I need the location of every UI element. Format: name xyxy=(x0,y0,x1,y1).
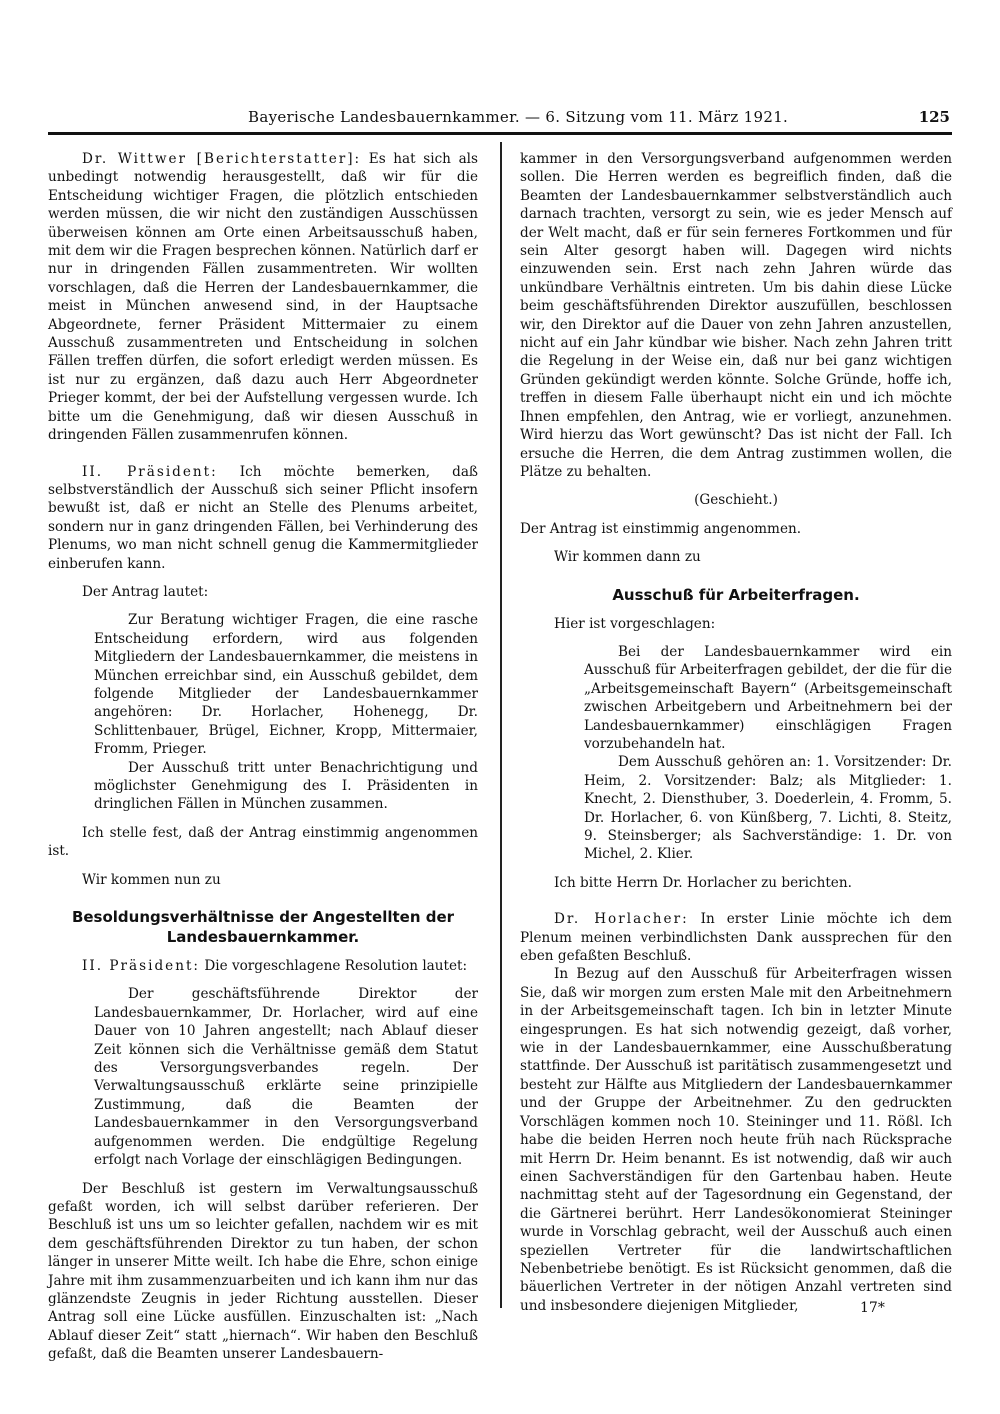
running-title: Bayerische Landesbauernkammer. — 6. Sitzung vom 11. März 1921. xyxy=(248,108,789,126)
paragraph-text: Es hat sich als unbedingt notwendig herausgestellt, daß wir für die Entscheidung wichtiger Fragen, die plötzlich entschieden werden müssen, die wir nicht den zuständigen Ausschüssen überweisen können am Orte einen Arbeitsausschuß haben, mit dem wir die Fragen besprechen können. Natürlich darf er nur in dringenden Fällen zusammentreten. Wir wollten vorschlagen, daß die Herren der Landesbauernkammer, die meist in München anwesend sind, in der Hauptsache Abgeordnete, ferner Präsident Mittermaier zu einem Ausschuß zusammentreten und Entscheidung in solchen Fällen treffen dürfen, die sofort erledigt werden müssen. Es ist nur zu ergänzen, daß dazu auch Herr Abgeordneter Prieger kommt, der bei der Aufstellung vergessen wurde. Ich bitte um die Genehmigung, daß wir diesen Ausschuß in dringenden Fällen zusammenrufen können. xyxy=(48,151,478,444)
paragraph-text: In erster Linie möchte ich dem Plenum meinen verbindlichsten Dank aussprechen für den eben gefaßten Beschluß. xyxy=(520,911,952,965)
section-heading: Besoldungsverhältnisse der Angestellten der Landesbauernkammer. xyxy=(71,908,455,947)
left-column xyxy=(48,150,478,1364)
paragraph: Wir kommen dann zu xyxy=(554,549,701,566)
paragraph xyxy=(48,150,478,445)
stage-direction: (Geschieht.) xyxy=(694,492,778,509)
signature-mark: 17* xyxy=(860,1300,885,1316)
quoted-resolution: Der geschäftsführende Direktor der Landesbauernkammer, Dr. Horlacher, wird auf eine Dauer von 10 Jahren angestellt; nach Ablauf dieser Zeit können sich die Verhältnisse gemäß dem Statut des Versorgungsverbandes regeln. Der Verwaltungsausschuß erklärte seine prinzipielle Zustimmung, daß die Beamten der Landesbauernkammer in den Versorgungsverband aufgenommen werden. Die endgültige Regelung erfolgt nach Vorlage der einschlägigen Bedingungen. xyxy=(94,986,478,1169)
page-header xyxy=(48,106,952,128)
paragraph: In Bezug auf den Ausschuß für Arbeiterfragen wissen Sie, daß wir morgen zum ersten Male mit den Arbeitnehmern in der Arbeitsgemeinschaft tagen. Ich bin in letzter Minute eingesprungen. Es hat sich notwendig gezeigt, daß vorher, wie in der Landesbauernkammer, eine Ausschußberatung stattfinde. Der Ausschuß ist paritätisch zusammengesetzt und besteht zur Hälfte aus Mitgliedern der Landesbauernkammer und der Gruppe der Arbeitnehmer. Zu den gedruckten Vorschlägen kommen noch 10. Steininger und 11. Rößl. Ich habe die beiden Herren noch heute früh nach Rücksprache mit Herrn Dr. Heim benannt. Es ist notwendig, daß wir auch einen Sachverständigen für den Gartenbau haben. Heute nachmittag steht auf der Tagesordnung ein Gegenstand, der die Gärtnerei berührt. Herr Landesökonomierat Steininger wurde in Vorschlag gebracht, weil der Ausschuß auch einen speziellen Vertreter für die landwirtschaftlichen Nebenbetriebe benötigt. Es ist Rücksicht genommen, daß die bäuerlichen Vertreter in der nötigen Anzahl vertreten sind und insbesondere diejenigen Mitglieder, xyxy=(520,966,952,1314)
paragraph xyxy=(48,463,478,573)
quoted-motion: Zur Beratung wichtiger Fragen, die eine rasche Entscheidung erfordern, wird aus folgenden Mitgliedern der Landesbauernkammer, die meistens in München erreichbar sind, ein Ausschuß gebildet, dem folgende Mitglieder der Landesbauernkammer angehören: Dr. Horlacher, Hohenegg, Dr. Schlittenbauer, Brügel, Eichner, Kropp, Mittermaier, Fromm, Prieger. xyxy=(94,612,478,758)
paragraph xyxy=(520,910,952,965)
section-heading: Ausschuß für Arbeiterfragen. xyxy=(612,585,860,604)
paragraph: Der Beschluß ist gestern im Verwaltungsausschuß gefaßt worden, ich will selbst darüber referieren. Der Beschluß ist uns um so leichter gefallen, nachdem wir es mit dem geschäftsführenden Direktor zu tun haben, der schon länger in unserer Mitte weilt. Ich habe die Ehre, schon einige Jahre mit ihm zusammenzuarbeiten und ich kann ihm nur das glänzendste Zeugnis in jeder Richtung ausstellen. Dieser Antrag soll eine Lücke ausfüllen. Einzuschalten ist: „Nach Ablauf dieser Zeit“ statt „hiernach“. Wir haben den Beschluß gefaßt, daß die Beamten unserer Landesbauern- xyxy=(48,1180,478,1363)
paragraph: Ich stelle fest, daß der Antrag einstimmig angenommen ist. xyxy=(48,824,478,860)
speaker-name: Dr. Wittwer [Berichterstatter]: xyxy=(82,151,362,167)
quoted-proposal: Bei der Landesbauernkammer wird ein Ausschuß für Arbeiterfragen gebildet, der die für die „Arbeitsgemeinschaft Bayern“ (Arbeitsgemeinschaft zwischen Arbeitgebern und Arbeitnehmern bei der Landesbauernkammer) einschlägigen Fragen vorzubehandeln hat. xyxy=(584,643,952,752)
paragraph: Der Antrag ist einstimmig angenommen. xyxy=(520,520,802,537)
speaker-name: Dr. Horlacher: xyxy=(554,911,689,928)
quoted-motion: Der Ausschuß tritt unter Benachrichtigung und möglichster Genehmigung des I. Präsidenten in dringlichen Fällen in München zusammen. xyxy=(94,759,478,813)
speaker-name: II. Präsident: xyxy=(82,958,200,975)
paragraph: Hier ist vorgeschlagen: xyxy=(554,615,716,632)
quoted-proposal: Dem Ausschuß gehören an: 1. Vorsitzender: Dr. Heim, 2. Vorsitzender: Balz; als Mitglieder: 1. Knecht, 2. Diensthuber, 3. Doederlein, 4. Fromm, 5. Dr. Horlacher, 6. von Künßberg, 7. Lichti, 8. Steitz, 9. Steinsberger; als Sachverständige: 1. Dr. von Michel, 2. Klier. xyxy=(584,754,952,863)
right-column xyxy=(520,150,952,1315)
paragraph-text: Die vorgeschlagene Resolution lautet: xyxy=(204,958,468,975)
speaker-name: II. Präsident: xyxy=(82,463,218,480)
paragraph: Wir kommen nun zu xyxy=(82,871,221,888)
paragraph-text: Ich möchte bemerken, daß selbstverständlich der Ausschuß sich seiner Pflicht insofern bewußt ist, daß er nicht an Stelle des Plenums arbeitet, sondern nur in ganz dringenden Fällen, bei Verhinderung des Plenums, wo man nicht schnell genug die Kammermitglieder einberufen kann. xyxy=(48,463,478,572)
page-number: 125 xyxy=(918,108,950,126)
paragraph: Ich bitte Herrn Dr. Horlacher zu berichten. xyxy=(554,874,852,891)
column-divider xyxy=(500,142,502,1308)
paragraph xyxy=(48,957,478,975)
header-rule xyxy=(48,132,952,135)
paragraph: Der Antrag lautet: xyxy=(82,583,209,600)
paragraph: kammer in den Versorgungsverband aufgenommen werden sollen. Die Herren werden es begreiflich finden, daß die Beamten der Landesbauernkammer selbstverständlich auch darnach trachten, versorgt zu sein, wie es jeder Mensch auf der Welt macht, daß er für sein ferneres Fortkommen und für sein Alter gesorgt haben will. Dagegen wird nichts einzuwenden sein. Erst nach zehn Jahren würde das unkündbare Verhältnis eintreten. Um bis dahin diese Lücke beim geschäftsführenden Direktor auszufüllen, beschlossen wir, den Direktor auf die Dauer von zehn Jahren anzustellen, nicht auf ein Jahr kündbar wie bisher. Nach zehn Jahren tritt die Regelung in der Weise ein, daß nur bei ganz wichtigen Gründen gekündigt werden könnte. Solche Gründe, hoffe ich, treffen in diesem Falle überhaupt nicht ein und ich möchte Ihnen empfehlen, den Antrag, wie er vorliegt, anzunehmen. Wird hierzu das Wort gewünscht? Das ist nicht der Fall. Ich ersuche die Herren, die dem Antrag zustimmen wollen, die Plätze zu behalten. xyxy=(520,151,952,480)
